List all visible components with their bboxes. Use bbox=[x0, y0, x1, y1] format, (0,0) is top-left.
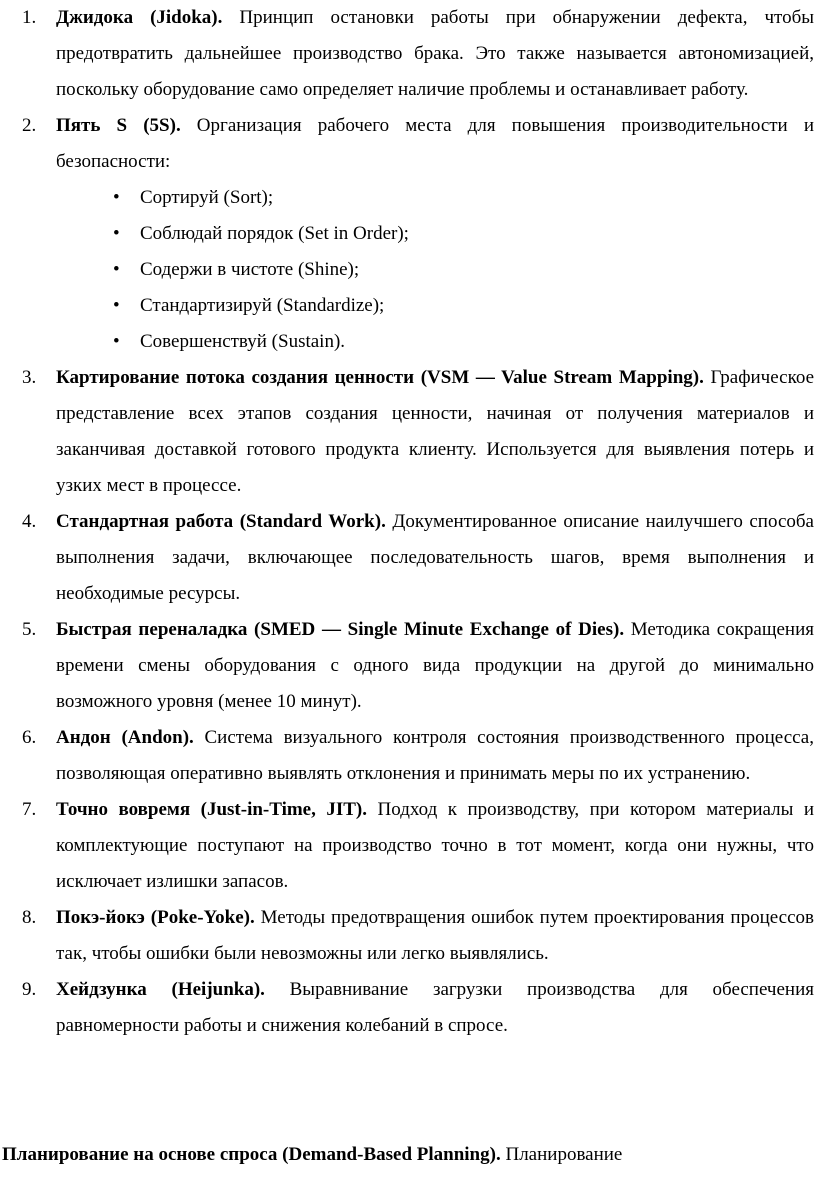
list-item-vsm bbox=[0, 360, 816, 504]
item-text: Документированное описание наилучшего способа выполнения задачи, включающее последовательность шагов, время выполнения и необходимые ресурсы. bbox=[56, 511, 814, 604]
item-number: 5. bbox=[22, 619, 37, 640]
list-item-jit bbox=[0, 792, 816, 900]
demand-based-planning-paragraph bbox=[2, 1137, 622, 1173]
list-item-heijunka bbox=[0, 972, 816, 1044]
item-number: 1. bbox=[22, 7, 37, 28]
item-term: Андон (Andon). bbox=[56, 727, 194, 748]
list-item-smed bbox=[0, 612, 816, 720]
list-item-andon bbox=[0, 720, 816, 792]
item-term: Стандартная работа (Standard Work). bbox=[56, 511, 386, 532]
item-text: Методы предотвращения ошибок путем проектирования процессов так, чтобы ошибки были невозможны или легко выявлялись. bbox=[56, 907, 814, 964]
item-text: Принцип остановки работы при обнаружении дефекта, чтобы предотвратить дальнейшее производство брака. Это также называется автономизацией, поскольку оборудование само определяет наличие проблемы и останавливает работу. bbox=[56, 7, 815, 100]
item-term: Пять S (5S). bbox=[56, 115, 181, 136]
item-term: Точно вовремя (Just-in-Time, JIT). bbox=[56, 799, 368, 820]
bullet-text: Сортируй (Sort); bbox=[140, 187, 274, 208]
item-term: Покэ-йокэ (Poke-Yoke). bbox=[56, 907, 255, 928]
item-term: Картирование потока создания ценности (VSM — Value Stream Mapping). bbox=[56, 367, 704, 388]
item-term: Джидока (Jidoka). bbox=[56, 7, 223, 28]
item-text: Графическое представление всех этапов создания ценности, начиная от получения материалов и заканчивая доставкой готового продукта клиенту. Используется для выявления потерь и узких мест в процессе. bbox=[56, 367, 814, 496]
item-text: Выравнивание загрузки производства для обеспечения равномерности работы и снижения колебаний в спросе. bbox=[56, 979, 814, 1036]
item-number: 3. bbox=[22, 367, 37, 388]
bullet-icon: • bbox=[113, 259, 120, 280]
item-number: 9. bbox=[22, 979, 37, 1000]
item-text: Подход к производству, при котором материалы и комплектующие поступают на производство точно в тот момент, когда они нужны, что исключает излишки запасов. bbox=[56, 799, 815, 892]
bullet-item-standardize bbox=[56, 288, 814, 324]
item-number: 8. bbox=[22, 907, 37, 928]
bullet-item-set-in-order bbox=[56, 216, 814, 252]
item-number: 4. bbox=[22, 511, 37, 532]
item-number: 6. bbox=[22, 727, 37, 748]
paragraph-term: Планирование на основе спроса (Demand-Based Planning). bbox=[2, 1144, 501, 1165]
item-term: Быстрая переналадка (SMED — Single Minute Exchange of Dies). bbox=[56, 619, 625, 640]
bullet-text: Соблюдай порядок (Set in Order); bbox=[140, 223, 409, 244]
bullet-item-sort bbox=[56, 180, 814, 216]
paragraph-text: Планирование bbox=[500, 1144, 623, 1165]
item-number: 7. bbox=[22, 799, 37, 820]
bullet-item-shine bbox=[56, 252, 814, 288]
bullet-text: Стандартизируй (Standardize); bbox=[140, 295, 385, 316]
bullet-text: Содержи в чистоте (Shine); bbox=[140, 259, 360, 280]
list-item-standard-work bbox=[0, 504, 816, 612]
list-item-poka-yoke bbox=[0, 900, 816, 972]
item-text: Методика сокращения времени смены оборудования с одного вида продукции на другой до минимально возможного уровня (менее 10 минут). bbox=[56, 619, 814, 712]
list-item-5s bbox=[0, 108, 816, 360]
bullet-icon: • bbox=[113, 223, 120, 244]
bullet-item-sustain bbox=[56, 324, 814, 360]
item-number: 2. bbox=[22, 115, 37, 136]
item-text: Система визуального контроля состояния производственного процесса, позволяющая оперативно выявлять отклонения и принимать меры по их устранению. bbox=[56, 727, 814, 784]
bullet-icon: • bbox=[113, 331, 120, 352]
bullet-icon: • bbox=[113, 187, 120, 208]
list-item-jidoka bbox=[0, 0, 816, 108]
item-text: Организация рабочего места для повышения производительности и безопасности: bbox=[56, 115, 814, 172]
item-term: Хейдзунка (Heijunka). bbox=[56, 979, 265, 1000]
bullet-text: Совершенствуй (Sustain). bbox=[140, 331, 346, 352]
bullet-icon: • bbox=[113, 295, 120, 316]
5s-bullet-list bbox=[56, 180, 814, 360]
